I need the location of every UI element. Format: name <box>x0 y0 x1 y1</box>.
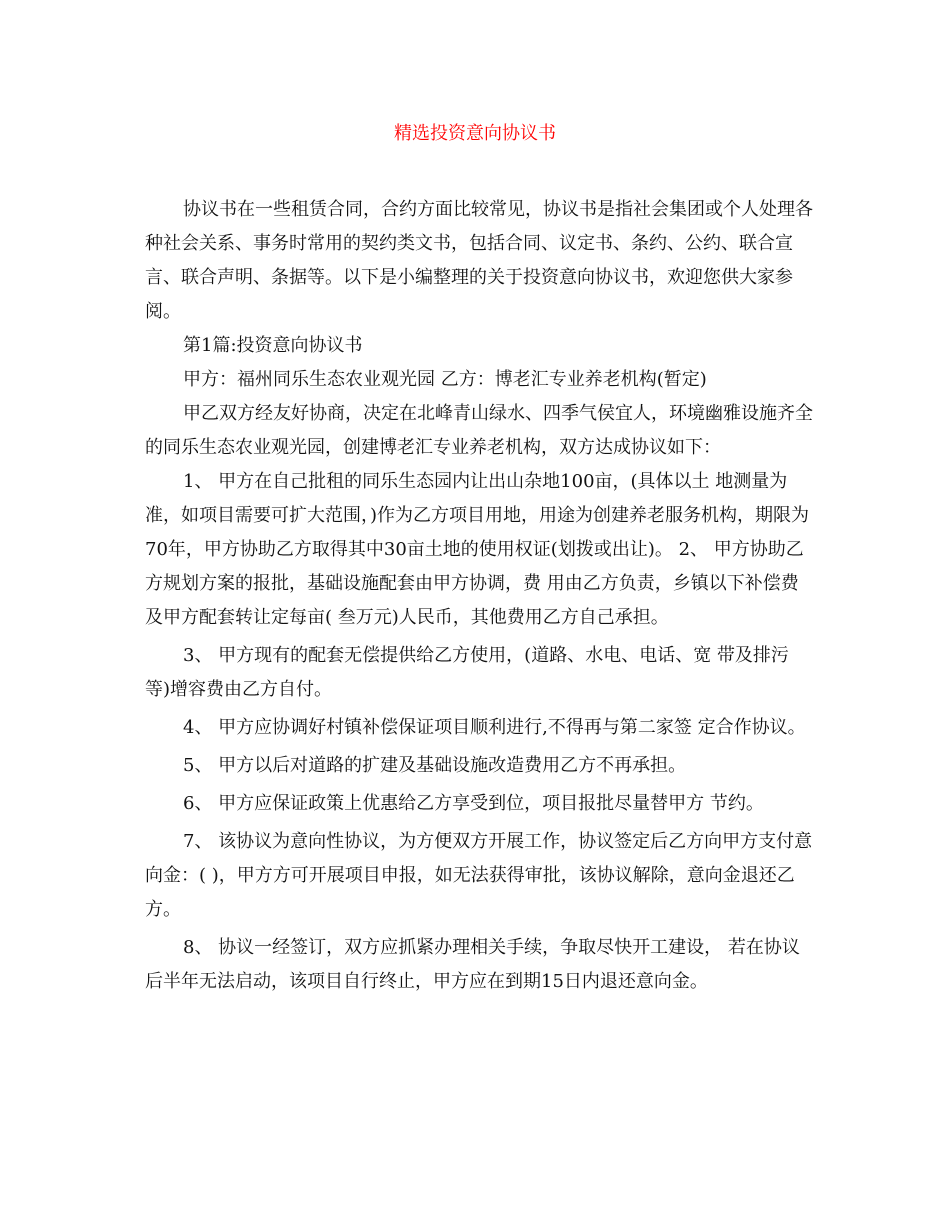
intro-paragraph: 协议书在一些租赁合同，合约方面比较常见，协议书是指社会集团或个人处理各种社会关系、事务时常用的契约类文书，包括合同、议定书、条约、公约、联合宣言、联合声明、条据等。以下是小编整理的关于投资意向协议书，欢迎您供大家参阅。 <box>145 199 813 322</box>
clause-6: 6、 甲方应保证政策上优惠给乙方享受到位，项目报批尽量替甲方 节约。 <box>183 793 764 814</box>
document-body <box>145 193 813 999</box>
clause-5: 5、 甲方以后对道路的扩建及基础设施改造费用乙方不再承担。 <box>183 755 687 776</box>
clause-7: 7、 该协议为意向性协议，为方便双方开展工作，协议签定后乙方向甲方支付意向金：( )，甲方方可开展项目申报，如无法获得审批，该协议解除，意向金退还乙方。 <box>145 831 813 920</box>
clause-3: 3、 甲方现有的配套无偿提供给乙方使用，(道路、水电、电话、宽 带及排污等)增容费由乙方自付。 <box>145 645 789 700</box>
clause-8: 8、 协议一经签订，双方应抓紧办理相关手续，争取尽快开工建设， 若在协议后半年无法启动，该项目自行终止，甲方应在到期15日内退还意向金。 <box>145 937 800 992</box>
section-heading: 第1篇:投资意向协议书 <box>183 335 363 356</box>
clause-4: 4、 甲方应协调好村镇补偿保证项目顺利进行,不得再与第二家签 定合作协议。 <box>183 717 806 738</box>
parties-line: 甲方：福州同乐生态农业观光园 乙方：博老汇专业养老机构(暂定) <box>183 369 707 390</box>
document-title: 精选投资意向协议书 <box>394 123 556 144</box>
agreement-preamble: 甲乙双方经友好协商，决定在北峰青山绿水、四季气侯宜人，环境幽雅设施齐全的同乐生态农业观光园，创建博老汇专业养老机构，双方达成协议如下： <box>145 403 813 458</box>
clause-1-2: 1、 甲方在自己批租的同乐生态园内让出山杂地100亩，(具体以土 地测量为准，如项目需要可扩大范围，)作为乙方项目用地，用途为创建养老服务机构，期限为70年，甲方协助乙方取得其中30亩土地的使用权证(划拨或出让)。 2、 甲方协助乙方规划方案的报批，基础设施配套由甲方协调，费 用由乙方负责，乡镇以下补偿费及甲方配套转让定每亩( 叁万元)人民币，其他费用乙方自己承担。 <box>145 471 810 628</box>
